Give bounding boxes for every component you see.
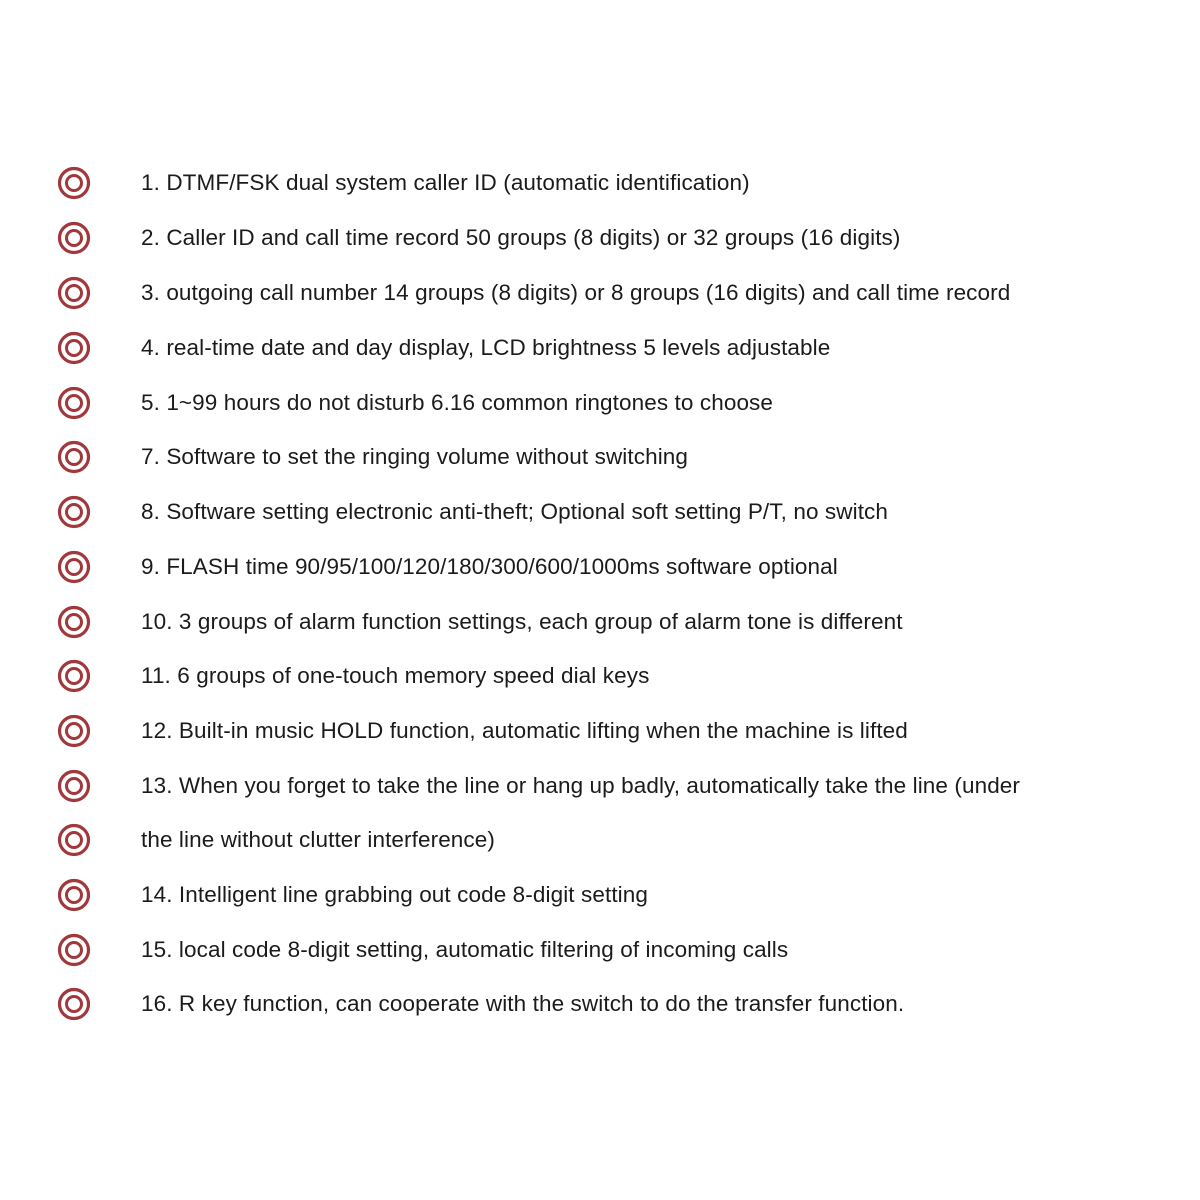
- feature-text: 7. Software to set the ringing volume without switching: [141, 444, 689, 469]
- feature-text: 11. 6 groups of one-touch memory speed dial keys: [141, 663, 650, 688]
- feature-text: 8. Software setting electronic anti-theft; Optional soft setting P/T, no switch: [141, 499, 889, 524]
- feature-item: [0, 759, 1200, 813]
- feature-item: [0, 813, 1200, 867]
- double-circle-icon: [57, 878, 91, 912]
- double-circle-icon: [57, 769, 91, 803]
- double-circle-icon: [57, 495, 91, 529]
- feature-text: the line without clutter interference): [141, 827, 495, 852]
- feature-text: 1. DTMF/FSK dual system caller ID (automatic identification): [141, 170, 750, 195]
- double-circle-icon: [57, 440, 91, 474]
- feature-item: [0, 321, 1200, 375]
- feature-text: 10. 3 groups of alarm function settings, each group of alarm tone is different: [141, 609, 903, 634]
- feature-item: [0, 595, 1200, 649]
- feature-item: [0, 977, 1200, 1031]
- double-circle-icon: [57, 166, 91, 200]
- double-circle-icon: [57, 386, 91, 420]
- feature-item: [0, 156, 1200, 210]
- double-circle-icon: [57, 987, 91, 1021]
- feature-item: [0, 649, 1200, 703]
- double-circle-icon: [57, 331, 91, 365]
- feature-text: 9. FLASH time 90/95/100/120/180/300/600/1000ms software optional: [141, 554, 838, 579]
- feature-item: [0, 540, 1200, 594]
- feature-item: [0, 430, 1200, 484]
- double-circle-icon: [57, 550, 91, 584]
- feature-item: [0, 376, 1200, 430]
- feature-item: [0, 868, 1200, 922]
- feature-text: 16. R key function, can cooperate with the switch to do the transfer function.: [141, 991, 905, 1016]
- feature-text: 13. When you forget to take the line or hang up badly, automatically take the line (under: [141, 773, 1021, 798]
- double-circle-icon: [57, 276, 91, 310]
- feature-text: 3. outgoing call number 14 groups (8 digits) or 8 groups (16 digits) and call time record: [141, 280, 1011, 305]
- feature-item: [0, 704, 1200, 758]
- feature-text: 15. local code 8-digit setting, automatic filtering of incoming calls: [141, 937, 789, 962]
- feature-item: [0, 211, 1200, 265]
- feature-item: [0, 266, 1200, 320]
- double-circle-icon: [57, 933, 91, 967]
- double-circle-icon: [57, 221, 91, 255]
- double-circle-icon: [57, 823, 91, 857]
- feature-text: 4. real-time date and day display, LCD brightness 5 levels adjustable: [141, 335, 831, 360]
- feature-text: 12. Built-in music HOLD function, automatic lifting when the machine is lifted: [141, 718, 908, 743]
- double-circle-icon: [57, 659, 91, 693]
- feature-text: 5. 1~99 hours do not disturb 6.16 common ringtones to choose: [141, 390, 774, 415]
- feature-item: [0, 485, 1200, 539]
- feature-text: 14. Intelligent line grabbing out code 8-digit setting: [141, 882, 648, 907]
- double-circle-icon: [57, 605, 91, 639]
- feature-item: [0, 923, 1200, 977]
- double-circle-icon: [57, 714, 91, 748]
- feature-text: 2. Caller ID and call time record 50 groups (8 digits) or 32 groups (16 digits): [141, 225, 901, 250]
